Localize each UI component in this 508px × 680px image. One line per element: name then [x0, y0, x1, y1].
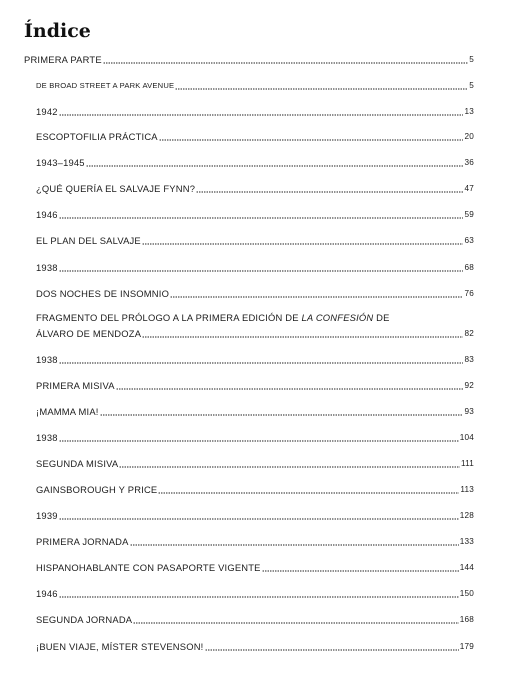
- toc-entry-page: 179: [459, 642, 474, 651]
- toc-entry-title: 1938: [36, 354, 58, 365]
- dot-leader: [119, 459, 460, 468]
- toc-entry-page: 68: [464, 263, 474, 272]
- toc-entry-title-line1: FRAGMENTO DEL PRÓLOGO A LA PRIMERA EDICIÓN DE LA CONFESIÓN DE: [36, 312, 390, 323]
- toc-entry-page: 63: [464, 236, 474, 245]
- dot-leader: [170, 289, 463, 298]
- toc-entry-title: 1946: [36, 588, 58, 599]
- toc-entry-page: 13: [464, 107, 474, 116]
- dot-leader: [158, 485, 459, 494]
- toc-entry-page: 92: [464, 381, 474, 390]
- toc-entry-title: DOS NOCHES DE INSOMNIO: [36, 288, 170, 299]
- toc-entry-title: GAINSBOROUGH Y PRICE: [36, 484, 158, 495]
- toc-entry-page: 83: [464, 355, 474, 364]
- toc-entry-title: 1943–1945: [36, 157, 85, 168]
- toc-entry-title: SEGUNDA JORNADA: [36, 614, 133, 625]
- toc-entry-page: 20: [464, 132, 474, 141]
- dot-leader: [103, 55, 468, 64]
- dot-leader: [59, 210, 464, 219]
- toc-entry-title: ÁLVARO DE MENDOZA: [36, 328, 142, 339]
- dot-leader: [116, 381, 464, 390]
- toc-entry-page: 82: [464, 329, 474, 338]
- dot-leader: [59, 355, 464, 364]
- toc-entry-title: ¡BUEN VIAJE, MÍSTER STEVENSON!: [36, 641, 204, 652]
- toc-entry-title: 1946: [36, 209, 58, 220]
- toc-entry-page: 111: [460, 459, 474, 468]
- dot-leader: [59, 107, 464, 116]
- toc-entry-page: 133: [459, 537, 474, 546]
- toc-entry-title: ¡MAMMA MIA!: [36, 406, 99, 417]
- dot-leader: [59, 263, 464, 272]
- toc-entry-title: HISPANOHABLANTE CON PASAPORTE VIGENTE: [36, 562, 261, 573]
- toc-entry-page: 59: [464, 210, 474, 219]
- dot-leader: [175, 81, 468, 90]
- dot-leader: [100, 407, 464, 416]
- dot-leader: [262, 563, 459, 572]
- dot-leader: [59, 511, 459, 520]
- toc-entry-page: 5: [469, 81, 474, 90]
- toc-entry-title: PRIMERA MISIVA: [36, 380, 115, 391]
- dot-leader: [86, 158, 464, 167]
- toc-entry-page: 104: [459, 433, 474, 442]
- dot-leader: [59, 589, 459, 598]
- dot-leader: [133, 615, 458, 624]
- toc-entry-title: SEGUNDA MISIVA: [36, 458, 119, 469]
- book-title: LA CONFESIÓN: [301, 312, 374, 323]
- toc-entry-title: PRIMERA PARTE: [24, 54, 102, 65]
- toc-entry-title: EL PLAN DEL SALVAJE: [36, 235, 141, 246]
- toc-entry-page: 144: [459, 563, 474, 572]
- dot-leader: [142, 329, 463, 338]
- toc-entry-page: 93: [464, 407, 474, 416]
- toc-entry-title: DE BROAD STREET A PARK AVENUE: [36, 81, 175, 90]
- toc-entry-title: ¿QUÉ QUERÍA EL SALVAJE FYNN?: [36, 183, 196, 194]
- dot-leader: [196, 184, 463, 193]
- toc-entry-page: 47: [464, 184, 474, 193]
- toc-entry-title: 1939: [36, 510, 58, 521]
- page-title: Índice: [24, 20, 91, 42]
- toc-entry-page: 5: [469, 55, 474, 64]
- toc-entry-title: ESCOPTOFILIA PRÁCTICA: [36, 131, 158, 142]
- dot-leader: [159, 132, 464, 141]
- toc-entry-title: 1938: [36, 262, 58, 273]
- toc-entry-page: 113: [460, 485, 474, 494]
- toc-entry-page: 76: [464, 289, 474, 298]
- toc-entry-title: 1938: [36, 432, 58, 443]
- toc-entry-page: 168: [459, 615, 474, 624]
- toc-entry-page: 128: [459, 511, 474, 520]
- dot-leader: [205, 642, 459, 651]
- dot-leader: [59, 433, 459, 442]
- dot-leader: [130, 537, 459, 546]
- toc-entry-title: PRIMERA JORNADA: [36, 536, 129, 547]
- toc-entry-page: 36: [464, 158, 474, 167]
- dot-leader: [142, 236, 464, 245]
- toc-entry-page: 150: [459, 589, 474, 598]
- toc-entry-title: 1942: [36, 106, 58, 117]
